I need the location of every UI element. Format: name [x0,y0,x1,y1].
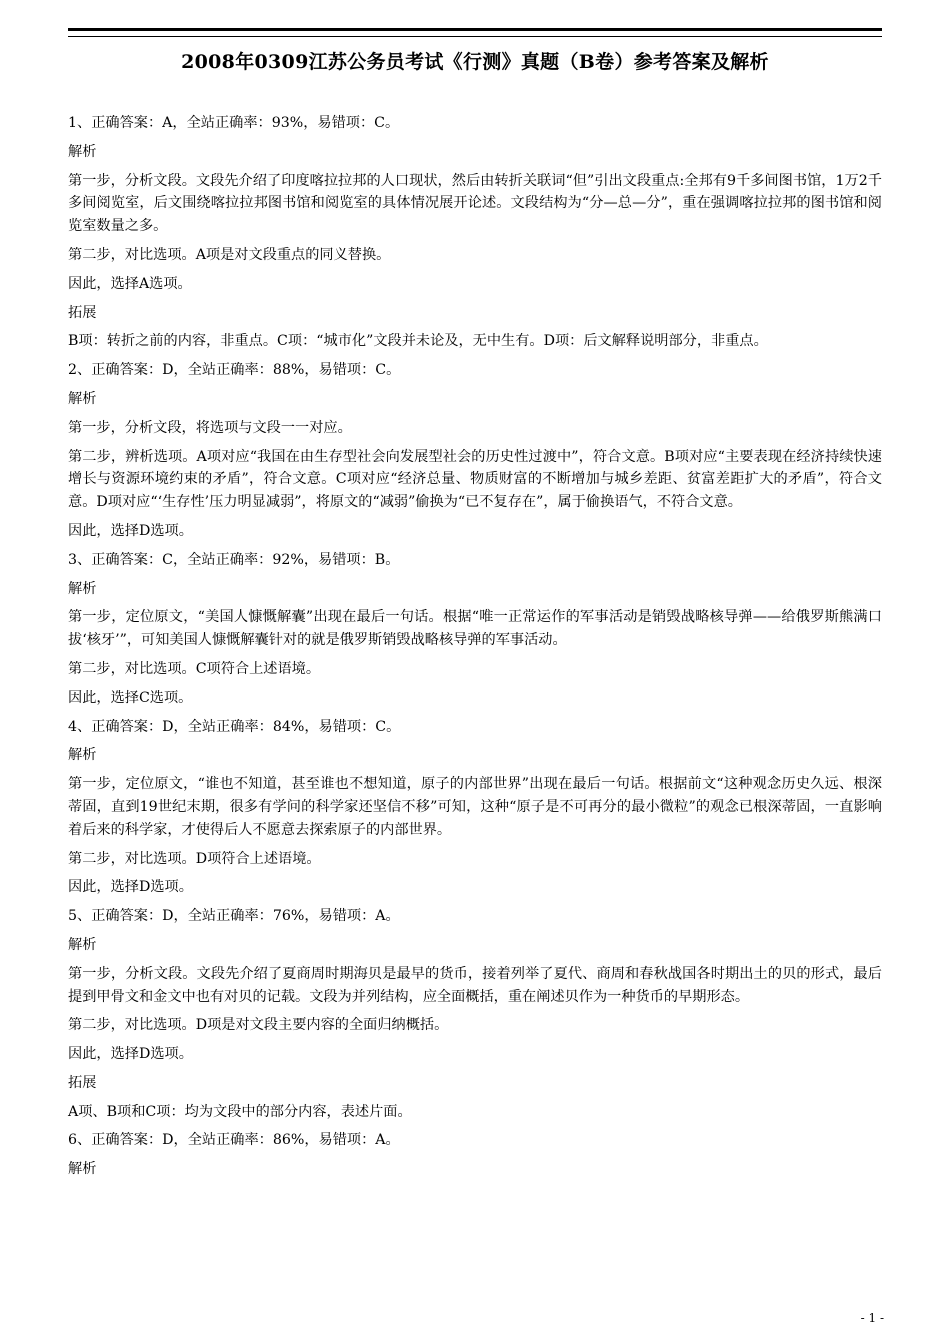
text-line: 解析 [68,143,97,160]
text-line: 因此，选择C选项。 [68,689,193,706]
text-line: 第一步，定位原文，“谁也不知道，甚至谁也不想知道，原子的内部世界”出现在最后一句话。根据前文“这种观念历史久远、根深蒂固，直到19世纪末期，很多有学问的科学家还坚信不移”可知，这种“原子是不可再分的最小微粒”的观念已根深蒂固，一直影响着后来的科学家，才使得后人不愿意去探索原子的内部世界。 [68,776,882,838]
header-rule-thin [68,36,882,37]
text-line: 6、正确答案：D，全站正确率：86%，易错项：A。 [68,1132,400,1149]
text-line: 解析 [68,1161,97,1178]
text-line: 解析 [68,747,97,764]
text-line: 第一步，定位原文，“美国人慷慨解囊”出现在最后一句话。根据“唯一正常运作的军事活动是销毁战略核导弹——给俄罗斯熊满口拔‘核牙’”，可知美国人慷慨解囊针对的就是俄罗斯销毁战略核导弹的军事活动。 [68,609,882,649]
text-line: 1、正确答案：A，全站正确率：93%，易错项：C。 [68,115,400,131]
text-line: 因此，选择A选项。 [68,275,192,292]
page-title: 2008年0309江苏公务员考试《行测》真题（B卷）参考答案及解析 [181,51,769,73]
text-line: 第二步，对比选项。D项是对文段主要内容的全面归纳概括。 [68,1017,449,1034]
text-line: 拓展 [68,304,97,321]
text-line: 第一步，分析文段。文段先介绍了夏商周时期海贝是最早的货币，接着列举了夏代、商周和春秋战国各时期出土的贝的形式，最后提到甲骨文和金文中也有对贝的记载。文段为并列结构，应全面概括，重在阐述贝作为一种货币的早期形态。 [68,965,882,1005]
text-line: 第二步，辨析选项。A项对应“我国在由生存型社会向发展型社会的历史性过渡中”，符合文意。B项对应“主要表现在经济持续快速增长与资源环境约束的矛盾”，符合文意。C项对应“经济总量、物质财富的不断增加与城乡差距、贫富差距扩大的矛盾”，符合文意。D项对应“‘生存性’压力明显减弱”，将原文的“减弱”偷换为“已不复存在”，属于偷换语气，不符合文意。 [68,448,882,511]
text-line: 因此，选择D选项。 [68,879,193,896]
text-line: 解析 [68,390,97,407]
document-body [68,112,882,1187]
text-line: 2、正确答案：D，全站正确率：88%，易错项：C。 [68,362,401,379]
text-line: 第二步，对比选项。C项符合上述语境。 [68,660,321,677]
text-line: 第一步，分析文段，将选项与文段一一对应。 [68,419,352,436]
text-line: A项、B项和C项：均为文段中的部分内容，表述片面。 [68,1103,412,1120]
header-rule-thick [68,28,882,31]
text-line: 第一步，分析文段。文段先介绍了印度喀拉拉邦的人口现状，然后由转折关联词“但”引出文段重点:全邦有9千多间图书馆，1万2千多间阅览室，后文围绕喀拉拉邦图书馆和阅览室的具体情况展开论述。文段结构为“分—总—分”，重在强调喀拉拉邦的图书馆和阅览室数量之多。 [68,172,882,235]
text-line: 因此，选择D选项。 [68,522,193,539]
text-line: 因此，选择D选项。 [68,1046,193,1063]
text-line: 4、正确答案：D，全站正确率：84%，易错项：C。 [68,718,401,735]
text-line: 解析 [68,580,97,597]
text-line: 拓展 [68,1074,97,1091]
text-line: B项：转折之前的内容，非重点。C项：“城市化”文段并未论及，无中生有。D项：后文解释说明部分，非重点。 [68,333,768,350]
text-line: 解析 [68,936,97,953]
text-line: 5、正确答案：D，全站正确率：76%，易错项：A。 [68,908,400,925]
text-line: 第二步，对比选项。A项是对文段重点的同义替换。 [68,246,391,263]
text-line: 3、正确答案：C，全站正确率：92%，易错项：B。 [68,551,400,568]
page-number: - 1 - [860,1311,884,1325]
text-line: 第二步，对比选项。D项符合上述语境。 [68,850,321,867]
